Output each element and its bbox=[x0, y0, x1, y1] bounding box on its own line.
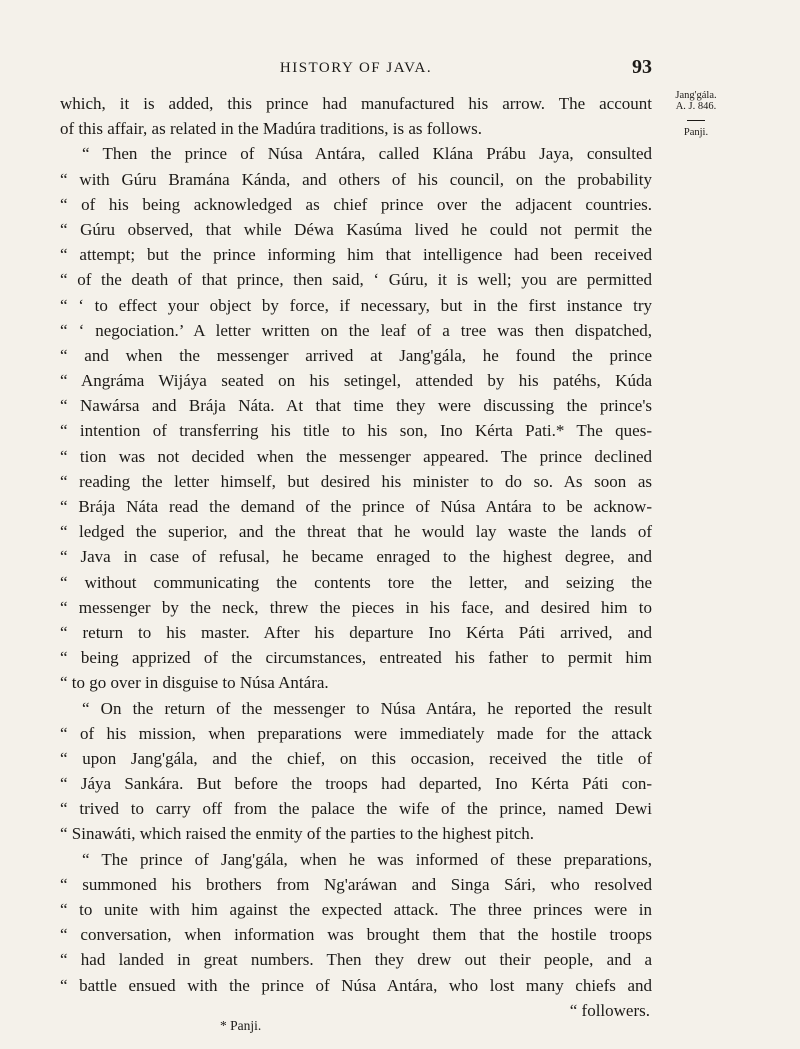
text-line: “ Nawársa and Brája Náta. At that time they were discussing the prince's bbox=[60, 396, 652, 416]
text-line: “ trived to carry off from the palace the wife of the prince, named Dewi bbox=[60, 799, 652, 819]
page-header bbox=[60, 56, 652, 84]
margin-note-year: A. J. 846. bbox=[675, 101, 717, 112]
text-line: “ of his being acknowledged as chief prince over the adjacent countries. bbox=[60, 194, 652, 214]
body-text bbox=[60, 91, 652, 1023]
text-line: “ being apprized of the circumstances, entreated his father to permit him bbox=[60, 648, 652, 668]
text-line: “ Sinawáti, which raised the enmity of the parties to the highest pitch. bbox=[60, 824, 534, 844]
text-line: “ of the death of that prince, then said, ‘ Gúru, it is well; you are permitted bbox=[60, 270, 652, 290]
text-line: “ and when the messenger arrived at Jang'gála, he found the prince bbox=[60, 345, 652, 365]
margin-note bbox=[666, 90, 726, 138]
text-line: “ reading the letter himself, but desired his minister to do so. As soon as bbox=[60, 471, 652, 491]
text-line: “ intention of transferring his title to his son, Ino Kérta Pati.* The ques- bbox=[60, 421, 652, 441]
page-number: 93 bbox=[632, 56, 652, 78]
text-line: “ The prince of Jang'gála, when he was informed of these preparations, bbox=[82, 849, 652, 869]
text-line: “ without communicating the contents tore the letter, and seizing the bbox=[60, 572, 652, 592]
text-line: “ to go over in disguise to Núsa Antára. bbox=[60, 673, 329, 693]
text-line: “ with Gúru Bramána Kánda, and others of his council, on the probability bbox=[60, 169, 652, 189]
text-line: “ Then the prince of Núsa Antára, called Klána Prábu Jaya, consulted bbox=[82, 144, 652, 164]
text-line: “ tion was not decided when the messenger appeared. The prince declined bbox=[60, 446, 652, 466]
text-line: “ had landed in great numbers. Then they drew out their people, and a bbox=[60, 950, 652, 970]
text-line: “ return to his master. After his departure Ino Kérta Páti arrived, and bbox=[60, 622, 652, 642]
margin-note-name: Panji. bbox=[683, 127, 709, 138]
text-line: “ summoned his brothers from Ng'aráwan and Singa Sári, who resolved bbox=[60, 874, 652, 894]
text-line: “ Gúru observed, that while Déwa Kasúma lived he could not permit the bbox=[60, 219, 652, 239]
text-line: “ ‘ negociation.’ A letter written on the leaf of a tree was then dispatched, bbox=[60, 320, 652, 340]
text-line: “ Jáya Sankára. But before the troops had departed, Ino Kérta Páti con- bbox=[60, 774, 652, 794]
text-line: “ followers. bbox=[569, 1000, 650, 1020]
text-line: “ messenger by the neck, threw the pieces in his face, and desired him to bbox=[60, 597, 652, 617]
text-line: “ to unite with him against the expected attack. The three princes were in bbox=[60, 900, 652, 919]
text-line: “ battle ensued with the prince of Núsa Antára, who lost many chiefs and bbox=[60, 975, 652, 995]
text-line: “ ledged the superior, and the threat that he would lay waste the lands of bbox=[60, 522, 652, 542]
text-line: “ attempt; but the prince informing him that intelligence had been received bbox=[60, 245, 652, 265]
text-line: “ On the return of the messenger to Núsa Antára, he reported the result bbox=[82, 698, 652, 718]
text-line: “ conversation, when information was brought them that the hostile troops bbox=[60, 925, 652, 945]
text-line: which, it is added, this prince had manufactured his arrow. The account bbox=[60, 94, 652, 113]
running-title: HISTORY OF JAVA. bbox=[279, 60, 433, 76]
text-line: “ Brája Náta read the demand of the prince of Núsa Antára to be acknow- bbox=[60, 497, 652, 516]
text-line: of this affair, as related in the Madúra traditions, is as follows. bbox=[60, 119, 483, 139]
text-line: “ ‘ to effect your object by force, if necessary, but in the first instance try bbox=[60, 295, 652, 315]
text-line: “ of his mission, when preparations were immediately made for the attack bbox=[60, 723, 652, 743]
margin-note-divider bbox=[687, 120, 705, 121]
text-line: “ upon Jang'gála, and the chief, on this occasion, received the title of bbox=[60, 748, 652, 768]
footnote: * Panji. bbox=[220, 1018, 262, 1033]
text-line: “ Java in case of refusal, he became enraged to the highest degree, and bbox=[60, 547, 652, 567]
text-line: “ Angráma Wijáya seated on his setingel, attended by his patéhs, Kúda bbox=[60, 371, 652, 391]
margin-note-place: Jang'gála. bbox=[675, 90, 717, 101]
